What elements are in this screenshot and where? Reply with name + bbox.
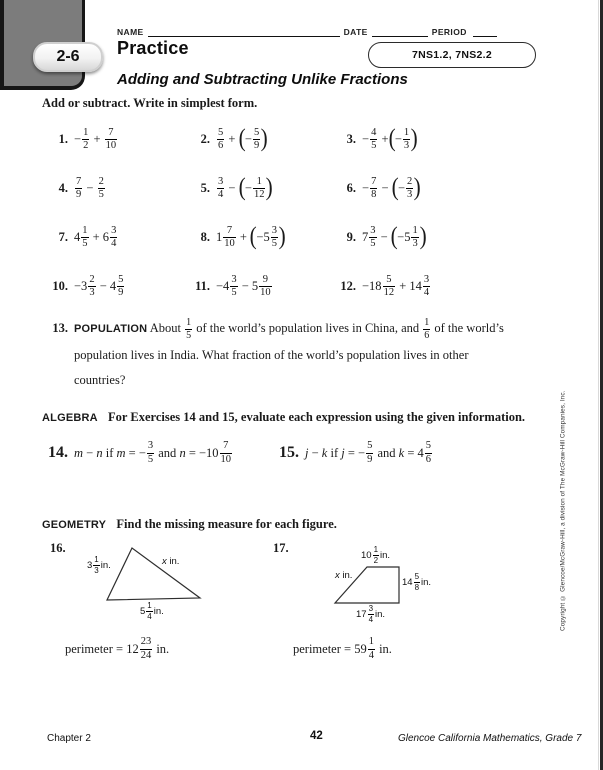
main-instruction: Add or subtract. Write in simplest form. bbox=[42, 96, 258, 110]
problem-2 bbox=[184, 125, 330, 153]
problem-expression: −3 $\frac{2}{3}$ − 4 $\frac{5}{9}$ bbox=[74, 273, 124, 298]
name-label: NAME bbox=[117, 27, 144, 37]
problem-number: 2. bbox=[200, 132, 210, 146]
problem-number: 5. bbox=[200, 181, 210, 195]
problem-number: 9. bbox=[346, 230, 356, 244]
problem-4 bbox=[42, 177, 184, 201]
problem-number: 6. bbox=[346, 181, 356, 195]
geometry-section-heading bbox=[42, 517, 337, 532]
problem-expression: $\frac{7}{9}$ − $\frac{2}{5}$ bbox=[76, 175, 104, 200]
problem-number: 15. bbox=[279, 444, 299, 461]
problem-number: 3. bbox=[346, 132, 356, 146]
problem-expression: 4 $\frac{1}{5}$ + 6 $\frac{3}{4}$ bbox=[74, 224, 117, 249]
problem-13 bbox=[42, 316, 520, 394]
problem-13-text bbox=[74, 316, 520, 394]
problem-number: 7. bbox=[58, 230, 68, 244]
problem-expression: m − n if m = − $\frac{3}{5}$ and n = −10 $\frac{7}{10}$ bbox=[74, 440, 232, 465]
copyright-text: Copyright © Glencoe/McGraw-Hill, a division of The McGraw-Hill Companies, Inc. bbox=[559, 390, 567, 632]
problem-13-expression: About $\frac{1}{5}$ of the world’s population lives in China, and $\frac{1}{6}$ of the world’s population lives in India. What fraction of the world’s population lives in other countries? bbox=[74, 316, 504, 387]
problem-14 bbox=[42, 434, 233, 472]
problem-number: 10. bbox=[52, 279, 68, 293]
footer-page-number: 42 bbox=[310, 730, 323, 742]
trapezoid-figure bbox=[330, 560, 410, 610]
algebra-section-heading bbox=[42, 410, 525, 425]
problem-5 bbox=[184, 174, 330, 202]
problem-9 bbox=[330, 223, 577, 251]
problem-expression: −4 $\frac{3}{5}$ − 5 $\frac{9}{10}$ bbox=[216, 273, 271, 298]
problem-17-number: 17. bbox=[273, 541, 289, 555]
period-label: PERIOD bbox=[431, 27, 467, 37]
footer-chapter: Chapter 2 bbox=[47, 733, 91, 744]
problem-expression: j − k if j = − $\frac{5}{9}$ and k = 4 $\frac{5}{6}$ bbox=[305, 440, 432, 465]
triangle-left-side-label: 3 $\frac{1}{3}$ in. bbox=[87, 555, 111, 575]
problem-expression: 7 $\frac{3}{5}$ − ( −5 $\frac{1}{3}$ ) bbox=[362, 223, 427, 251]
algebra-instruction: For Exercises 14 and 15, evaluate each expression using the given information. bbox=[101, 410, 526, 424]
problem-16-number: 16. bbox=[50, 541, 66, 555]
problem-10 bbox=[42, 275, 184, 299]
problem-8 bbox=[184, 223, 330, 251]
problem-6 bbox=[330, 174, 577, 202]
problem-15 bbox=[273, 434, 433, 472]
problem-number: 12. bbox=[340, 279, 356, 293]
triangle-figure bbox=[100, 540, 210, 608]
period-blank-line bbox=[473, 26, 497, 37]
date-label: DATE bbox=[343, 27, 368, 37]
trapezoid-right-side-label: 14 $\frac{5}{8}$ in. bbox=[402, 572, 432, 592]
lesson-number-badge bbox=[33, 42, 103, 72]
standards-text: 7NS1.2, 7NS2.2 bbox=[411, 49, 493, 61]
problem-number: 13. bbox=[52, 321, 68, 335]
page-right-edge-shadow bbox=[598, 0, 599, 770]
problem-grid bbox=[42, 115, 577, 311]
problem-number: 14. bbox=[48, 444, 68, 461]
problem-1 bbox=[42, 128, 184, 152]
student-id-row bbox=[117, 26, 517, 37]
footer-book-title: Glencoe California Mathematics, Grade 7 bbox=[398, 733, 582, 744]
problem-12 bbox=[330, 275, 577, 299]
perimeter-16: perimeter = 12 $\frac{23}{24}$ in. bbox=[65, 636, 170, 661]
problem-expression: −18 $\frac{5}{12}$ + 14 $\frac{3}{4}$ bbox=[362, 273, 430, 298]
date-blank-line bbox=[372, 26, 428, 37]
problem-expression: $\frac{3}{4}$ − ( − $\frac{1}{12}$ ) bbox=[218, 174, 274, 202]
problem-number: 4. bbox=[58, 181, 68, 195]
perimeter-17: perimeter = 59 $\frac{1}{4}$ in. bbox=[293, 636, 392, 661]
problem-expression: − $\frac{7}{8}$ − ( − $\frac{2}{3}$ ) bbox=[362, 174, 421, 202]
lesson-number: 2-6 bbox=[56, 48, 80, 65]
population-label: POPULATION bbox=[74, 323, 148, 335]
problem-7 bbox=[42, 226, 184, 250]
lesson-subtitle: Adding and Subtracting Unlike Fractions bbox=[117, 71, 408, 88]
problem-11 bbox=[184, 275, 330, 299]
problem-expression: − $\frac{4}{5}$ + ( − $\frac{1}{3}$ ) bbox=[362, 125, 418, 153]
triangle-bottom-side-label: 5 $\frac{1}{4}$ in. bbox=[140, 601, 164, 621]
problem-expression: 1 $\frac{7}{10}$ + ( −5 $\frac{3}{5}$ ) bbox=[216, 223, 286, 251]
problem-number: 11. bbox=[195, 279, 210, 293]
algebra-label: ALGEBRA bbox=[42, 412, 98, 424]
geometry-label: GEOMETRY bbox=[42, 519, 107, 531]
trapezoid-bottom-side-label: 17 $\frac{3}{4}$ in. bbox=[356, 604, 386, 624]
name-blank-line bbox=[148, 26, 340, 37]
triangle-right-side-label: x in. bbox=[162, 556, 180, 567]
problem-expression: − $\frac{1}{2}$ + $\frac{7}{10}$ bbox=[74, 126, 117, 151]
problem-expression: $\frac{5}{6}$ + ( − $\frac{5}{9}$ ) bbox=[218, 125, 268, 153]
problem-3 bbox=[330, 125, 577, 153]
page-title: Practice bbox=[117, 38, 189, 58]
standards-badge bbox=[368, 42, 536, 68]
geometry-instruction: Find the missing measure for each figure. bbox=[110, 517, 337, 531]
trapezoid-left-side-label: x in. bbox=[335, 570, 353, 581]
problem-number: 1. bbox=[58, 132, 68, 146]
trapezoid-top-side-label: 10 $\frac{1}{2}$ in. bbox=[361, 545, 391, 565]
problem-number: 8. bbox=[200, 230, 210, 244]
